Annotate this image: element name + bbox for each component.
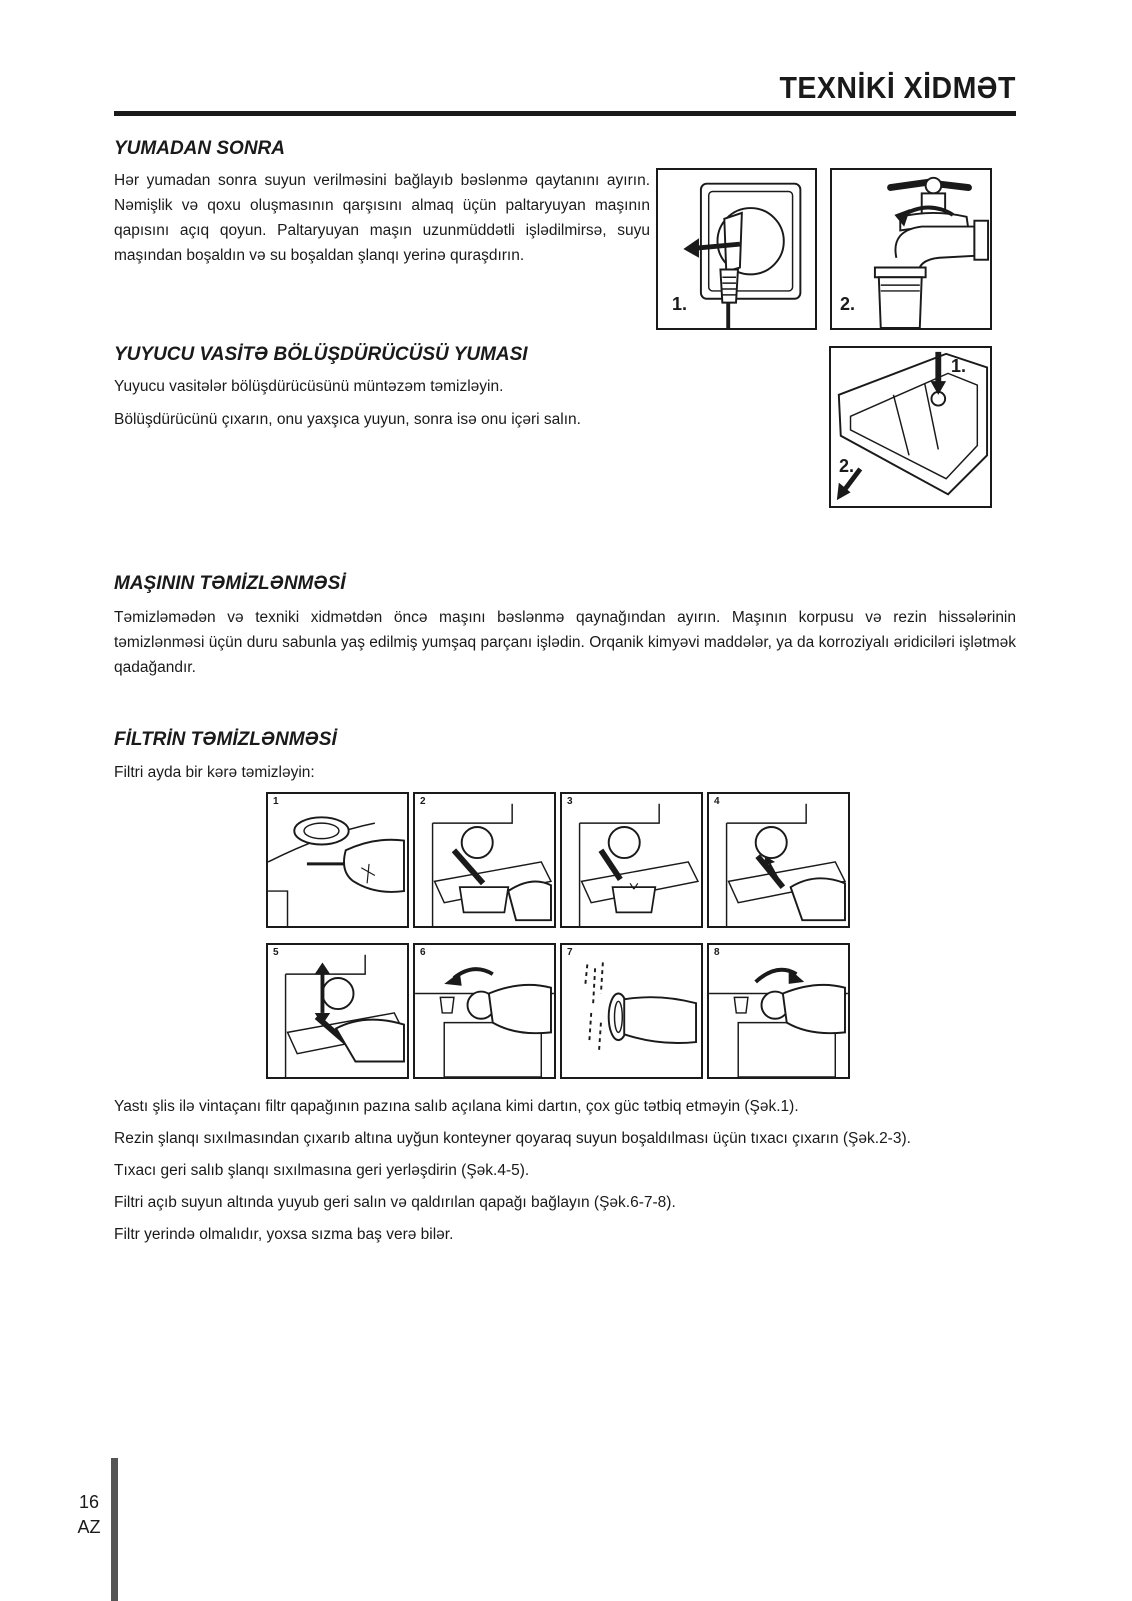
filter-step-text-3: Tıxacı geri salıb şlanqı sıxılmasına geri yerləşdirin (Şək.4-5). (114, 1162, 530, 1179)
filter-step-text-4: Filtri açıb suyun altında yuyub geri salın və qaldırılan qapağı bağlayın (Şək.6-7-8). (114, 1194, 676, 1211)
title-rule (114, 111, 1016, 116)
filter-step-6-number: 6 (420, 947, 426, 958)
filter-step-text-5: Filtr yerində olmalıdır, yoxsa sızma baş verə bilər. (114, 1226, 454, 1243)
filter-step-7-figure (560, 943, 703, 1079)
footer-page-info (74, 1490, 104, 1540)
page-title: TEXNİKİ XİDMƏT (779, 70, 1016, 105)
footer-bar (111, 1458, 118, 1601)
filter-intro: Filtri ayda bir kərə təmizləyin: (114, 764, 315, 781)
filter-step-text-2: Rezin şlanqı sıxılmasından çıxarıb altına uyğun konteyner qoyaraq suyun boşaldılması üçün tıxacı çıxarın (Şək.2-3). (114, 1130, 911, 1147)
figure-tap (830, 168, 992, 330)
after-wash-text: Hər yumadan sonra suyun verilməsini bağlayıb bəslənmə qaytanını ayırın. Nəmişlik və qoxu oluşmasının qarşısını almaq üçün paltaryuyan maşının qapısını açıq qoyun. Paltaryuyan maşın uzunmüddətli işlədilmirsə, suyu maşından boşaldın və su boşaldan şlanqı yerinə quraşdırın. (114, 172, 650, 264)
filter-step-6-figure (413, 943, 556, 1079)
dispenser-line-2: Bölüşdürücünü çıxarın, onu yaxşıca yuyun, sonra isə onu içəri salın. (114, 411, 581, 428)
filter-step-3-number: 3 (567, 796, 573, 807)
filter-step-5-number: 5 (273, 947, 279, 958)
filter-step-5-figure (266, 943, 409, 1079)
heading-dispenser: YUYUCU VASİTƏ BÖLÜŞDÜRÜCÜSÜ YUMASI (114, 344, 528, 365)
filter-step-1-figure (266, 792, 409, 928)
dispenser-line-1: Yuyucu vasitələr bölüşdürücüsünü müntəzəm təmizləyin. (114, 378, 504, 395)
page-number: 16 (78, 1492, 100, 1512)
machine-cleaning-text: Təmizləmədən və texniki xidmətdən öncə maşını bəslənmə qaynağından ayırın. Maşının korpusu və rezin hissələrinin təmizlənməsi üçün duru sabunla yaş edilmiş yumşaq parçanı işlədin. Orqanik kimyəvi maddələr, ya da korroziyalı əridiciləri işlətmək qadağandır. (114, 609, 1016, 676)
filter-step-2-figure (413, 792, 556, 928)
heading-machine-cleaning: MAŞININ TƏMİZLƏNMƏSİ (114, 573, 346, 594)
figure-dispenser (829, 346, 992, 508)
heading-filter-cleaning: FİLTRİN TƏMİZLƏNMƏSİ (114, 729, 337, 750)
language-code: AZ (77, 1517, 101, 1537)
figure-label-1: 1. (672, 294, 688, 314)
filter-step-2-number: 2 (420, 796, 426, 807)
filter-step-3-figure (560, 792, 703, 928)
figure-dispenser-label-1: 1. (951, 356, 967, 376)
figure-unplug (656, 168, 817, 330)
figure-dispenser-label-2: 2. (839, 456, 855, 476)
filter-step-4-number: 4 (714, 796, 720, 807)
heading-after-wash: YUMADAN SONRA (114, 138, 285, 159)
filter-step-4-figure (707, 792, 850, 928)
filter-step-1-number: 1 (273, 796, 279, 807)
filter-step-text-1: Yastı şlis ilə vintaçanı filtr qapağının pazına salıb açılana kimi dartın, çox güc tətbiq etməyin (Şək.1). (114, 1098, 799, 1115)
filter-step-8-number: 8 (714, 947, 720, 958)
filter-step-8-figure (707, 943, 850, 1079)
filter-step-7-number: 7 (567, 947, 573, 958)
figure-label-2: 2. (840, 294, 856, 314)
